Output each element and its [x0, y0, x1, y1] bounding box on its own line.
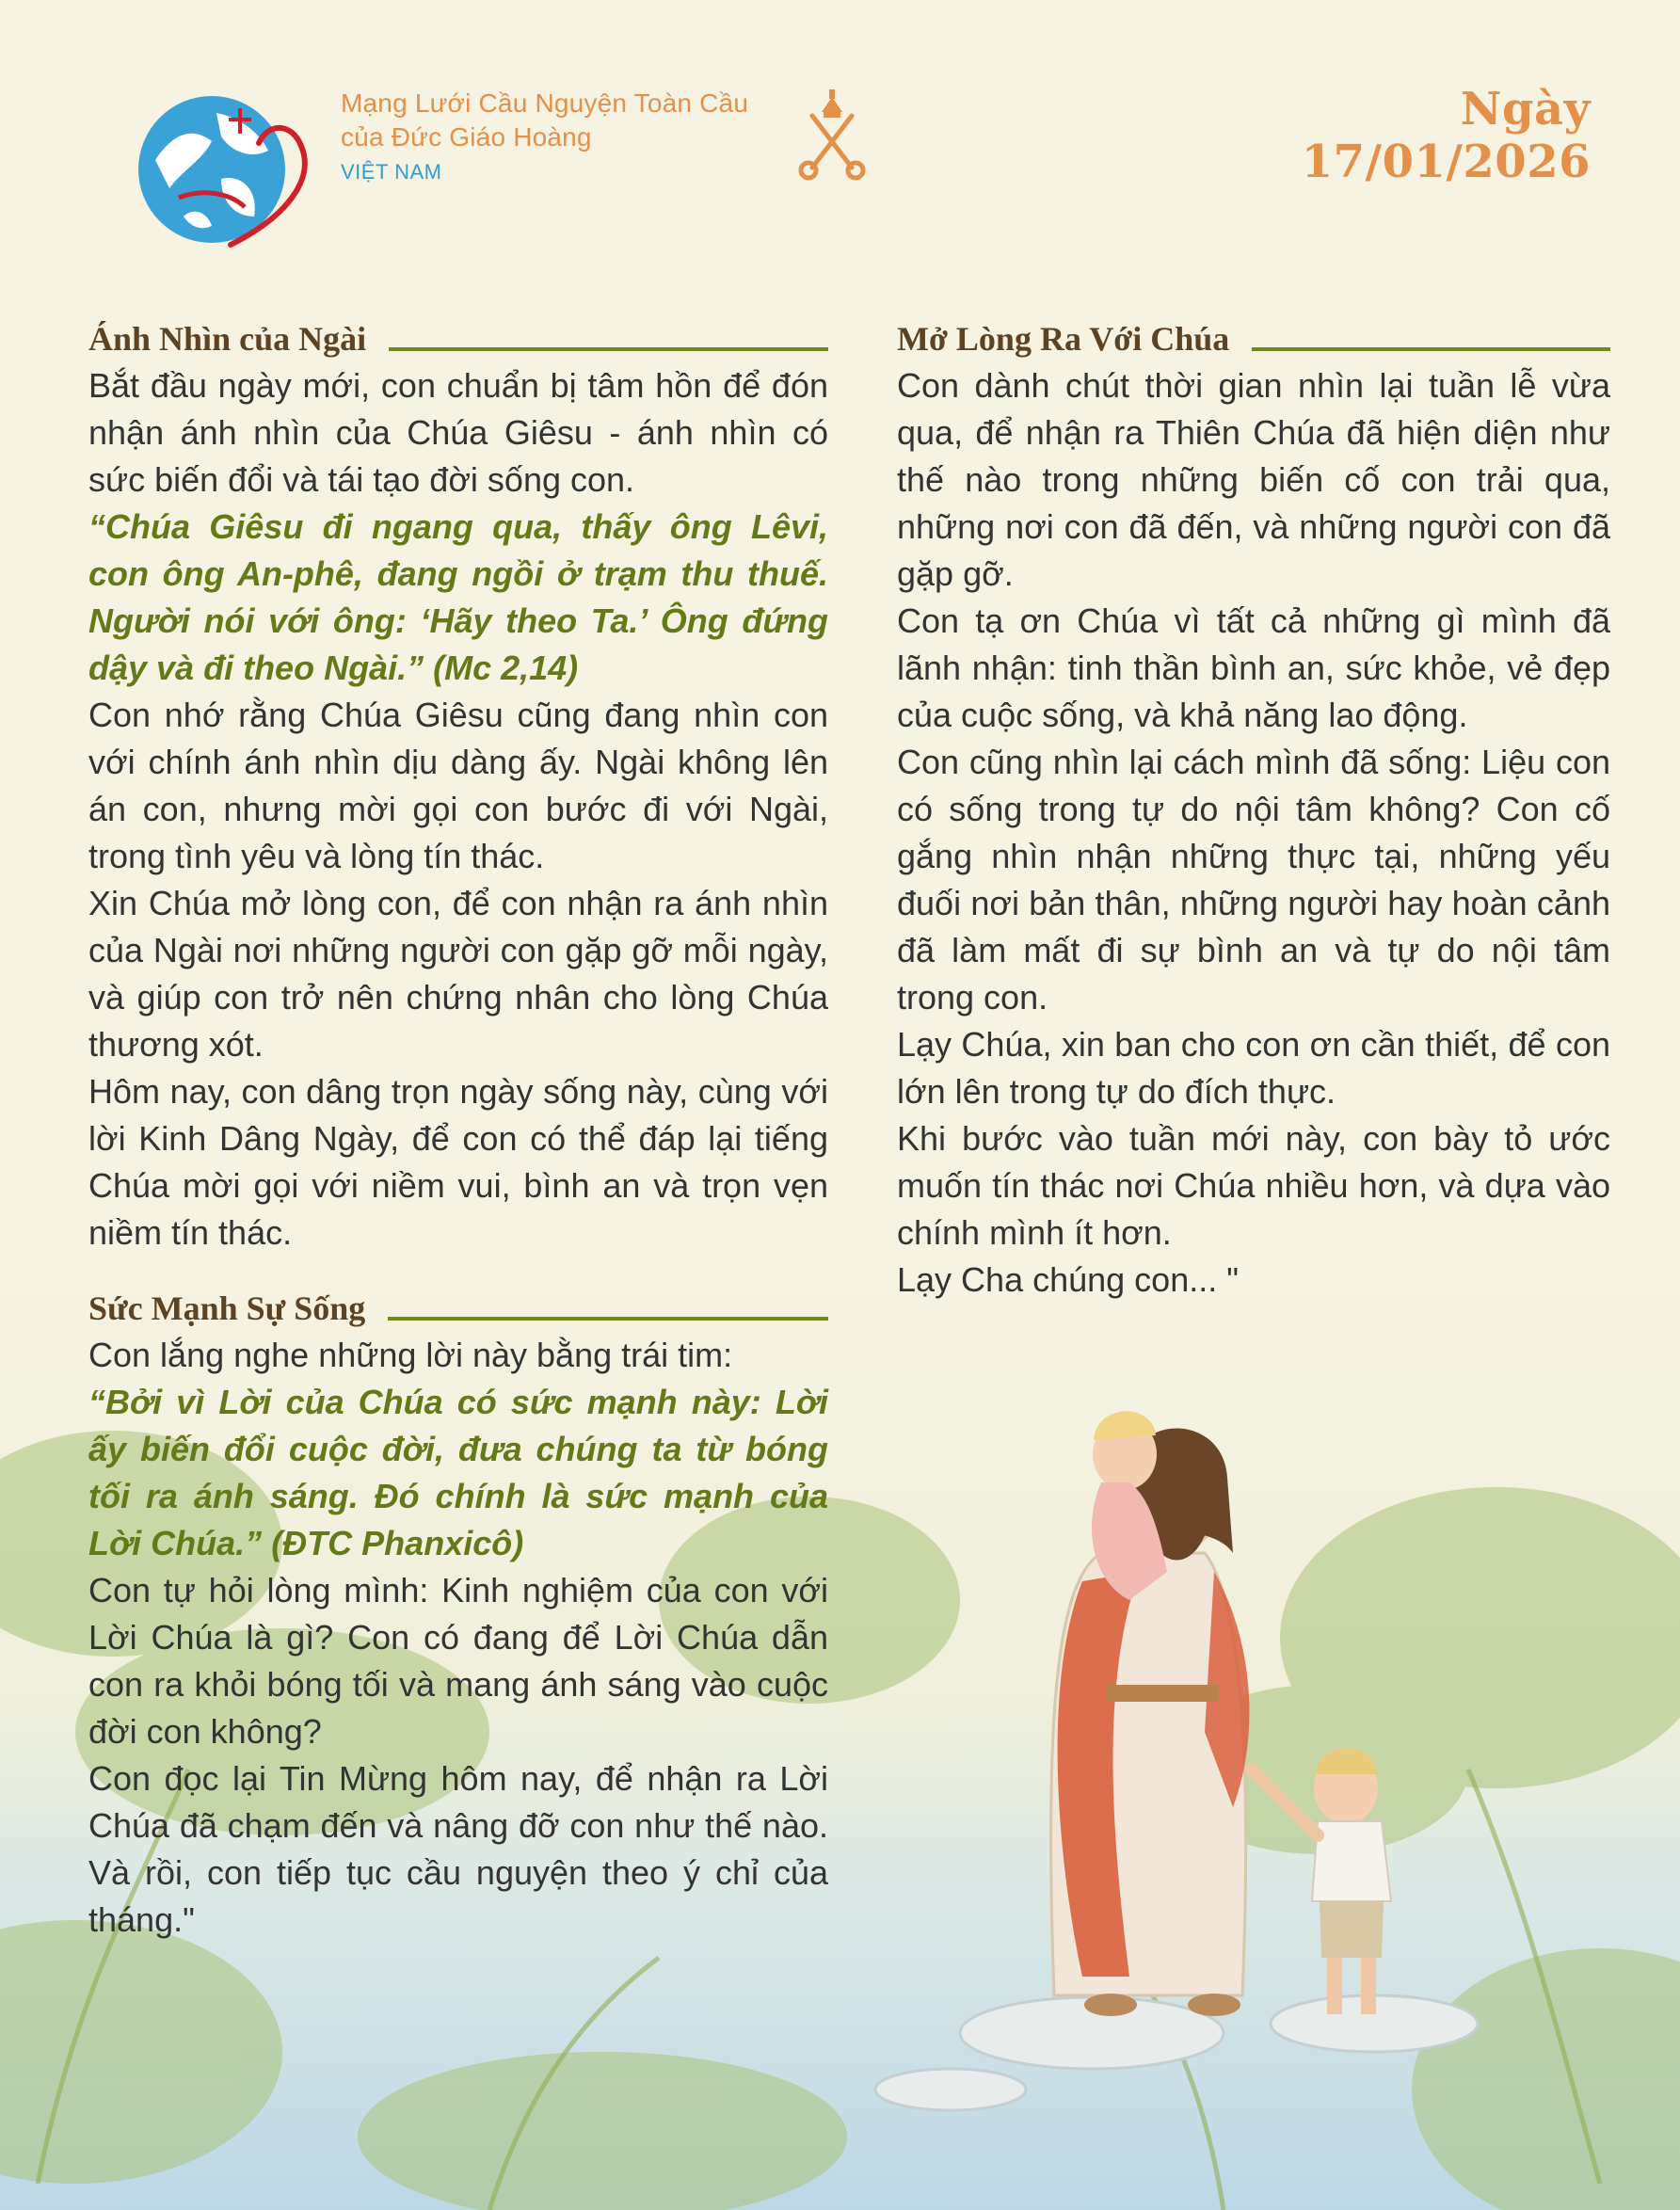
paragraph: Con dành chút thời gian nhìn lại tuần lễ vừa qua, để nhận ra Thiên Chúa đã hiện diện như thế nào trong những biến cố con trải qua, những nơi con đã đến, và những người con đã gặp gỡ. — [897, 366, 1610, 593]
quote-reference: (ĐTC Phanxicô) — [271, 1524, 524, 1562]
org-name — [341, 87, 748, 190]
section-title: Mở Lòng Ra Với Chúa — [897, 320, 1230, 358]
section-heading — [897, 315, 1610, 362]
section-suc-manh — [88, 1285, 828, 1944]
paragraph: Hôm nay, con dâng trọn ngày sống này, cùng với lời Kinh Dâng Ngày, để con có thể đáp lại tiếng Chúa mời gọi với niềm vui, bình an và trọn vẹn niềm tín thác. — [88, 1072, 828, 1252]
paragraph: Xin Chúa mở lòng con, để con nhận ra ánh nhìn của Ngài nơi những người con gặp gỡ mỗi ngày, và giúp con trở nên chứng nhân cho lòng Chúa thương xót. — [88, 884, 828, 1064]
paragraph: Con tạ ơn Chúa vì tất cả những gì mình đã lãnh nhận: tinh thần bình an, sức khỏe, vẻ đẹp của cuộc sống, và khả năng lao động. — [897, 601, 1610, 734]
org-country: VIỆT NAM — [341, 160, 442, 184]
paragraph: Con cũng nhìn lại cách mình đã sống: Liệu con có sống trong tự do nội tâm không? Con cố gắng nhìn nhận những thực tại, những yếu đuối nơi bản thân, những người hay hoàn cảnh đã làm mất đi sự bình an và tự do nội tâm trong con. — [897, 743, 1610, 1017]
paragraph: Lạy Cha chúng con... " — [897, 1260, 1240, 1299]
paragraph: Bắt đầu ngày mới, con chuẩn bị tâm hồn để đón nhận ánh nhìn của Chúa Giêsu - ánh nhìn có sức biến đổi và tái tạo đời sống con. — [88, 366, 828, 499]
left-column — [88, 315, 828, 1972]
section-heading — [88, 315, 828, 362]
heading-rule — [388, 1317, 828, 1321]
section-anh-nhin — [88, 315, 828, 1257]
paragraph: Con đọc lại Tin Mừng hôm nay, để nhận ra Lời Chúa đã chạm đến và nâng đỡ con như thế nào. Và rồi, con tiếp tục cầu nguyện theo ý chỉ của tháng." — [88, 1759, 828, 1939]
globe-heart-icon — [127, 75, 315, 264]
heading-rule — [1252, 347, 1610, 351]
section-mo-long — [897, 315, 1610, 1304]
section-heading — [88, 1285, 828, 1332]
section-title: Ánh Nhìn của Ngài — [88, 320, 367, 358]
heading-rule — [389, 347, 828, 351]
paragraph: Con lắng nghe những lời này bằng trái tim: — [88, 1336, 733, 1374]
paragraph: Lạy Chúa, xin ban cho con ơn cần thiết, để con lớn lên trong tự do đích thực. — [897, 1025, 1610, 1111]
paragraph: Con nhớ rằng Chúa Giêsu cũng đang nhìn con với chính ánh nhìn dịu dàng ấy. Ngài không lên án con, nhưng mời gọi con bước đi với Ngài, trong tình yêu và lòng tín thác. — [88, 696, 828, 875]
pope-quote — [88, 1379, 828, 1567]
paragraph: Con tự hỏi lòng mình: Kinh nghiệm của con với Lời Chúa là gì? Con có đang để Lời Chúa dẫn con ra khỏi bóng tối và mang ánh sáng vào cuộc đời con không? — [88, 1571, 828, 1751]
scripture-quote — [88, 504, 828, 692]
papal-keys-icon — [793, 88, 871, 182]
page-date: Ngày 17/01/2026 — [1301, 83, 1591, 188]
quote-text: “Bởi vì Lời của Chúa có sức mạnh này: Lời ấy biến đổi cuộc đời, đưa chúng ta từ bóng tối ra ánh sáng. Đó chính là sức mạnh của Lời Chúa.” — [88, 1383, 828, 1562]
org-name-line1: Mạng Lưới Cầu Nguyện Toàn Cầu — [341, 88, 749, 118]
paragraph: Khi bước vào tuần mới này, con bày tỏ ước muốn tín thác nơi Chúa nhiều hơn, và dựa vào chính mình ít hơn. — [897, 1119, 1610, 1252]
quote-text: “Chúa Giêsu đi ngang qua, thấy ông Lêvi, con ông An-phê, đang ngồi ở trạm thu thuế. Người nói với ông: ‘Hãy theo Ta.’ Ông đứng dậy và đi theo Ngài.” — [88, 507, 828, 687]
quote-reference: (Mc 2,14) — [433, 649, 579, 687]
org-name-line2: của Đức Giáo Hoàng — [341, 122, 592, 152]
section-title: Sức Mạnh Sự Sống — [88, 1289, 366, 1327]
right-column — [897, 315, 1610, 1332]
